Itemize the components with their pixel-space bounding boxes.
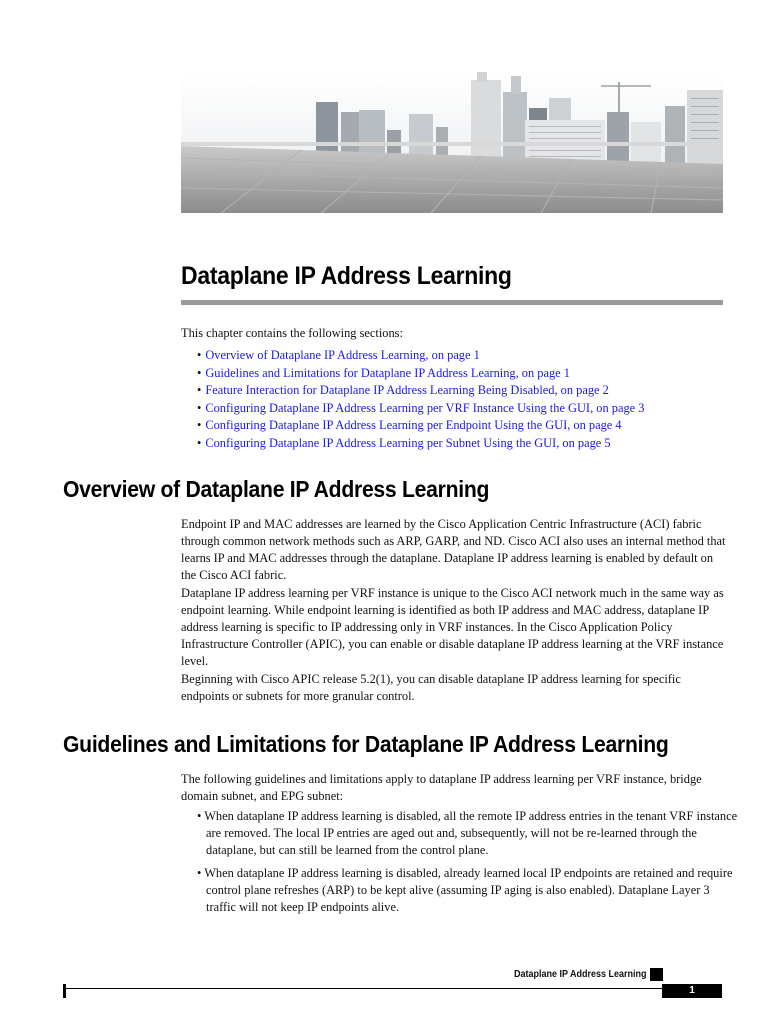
footer-tick bbox=[63, 984, 66, 998]
chapter-banner-image bbox=[181, 72, 723, 213]
overview-paragraph-2: Dataplane IP address learning per VRF instance is unique to the Cisco ACI network much in the same way as endpoint learning. While endpoint learning is identified as both IP address and MAC address, dataplane IP address learning is specific to IP addressing only in VRF instances. In the Cisco Application Policy Infrastructure Controller (APIC), you can enable or disable dataplane IP address learning at the VRF instance level. bbox=[181, 586, 724, 668]
title-rule bbox=[181, 300, 723, 305]
toc-link[interactable]: Configuring Dataplane IP Address Learning per Endpoint Using the GUI, on page 4 bbox=[205, 418, 622, 433]
toc-link[interactable]: Configuring Dataplane IP Address Learning per VRF Instance Using the GUI, on page 3 bbox=[205, 400, 645, 415]
overview-heading: Overview of Dataplane IP Address Learning bbox=[63, 476, 490, 502]
chapter-intro: This chapter contains the following sections: bbox=[181, 326, 403, 340]
chapter-toc bbox=[197, 347, 644, 453]
guideline-bullet: • When dataplane IP address learning is disabled, all the remote IP address entries in the tenant VRF instance are removed. The local IP entries are aged out and, subsequently, will not be re-learned through the dataplane, but can still be learned from the control plane. bbox=[197, 809, 738, 857]
guideline-bullet: • When dataplane IP address learning is disabled, already learned local IP endpoints are retained and require control plane refreshes (ARP) to be kept alive (assuming IP aging is also enabled). Dataplane Layer 3 traffic will not keep IP endpoints alive. bbox=[197, 866, 733, 914]
guidelines-heading: Guidelines and Limitations for Dataplane IP Address Learning bbox=[63, 731, 669, 757]
toc-link[interactable]: Configuring Dataplane IP Address Learning per Subnet Using the GUI, on page 5 bbox=[205, 435, 611, 450]
chapter-title: Dataplane IP Address Learning bbox=[181, 262, 512, 290]
guideline-text: When dataplane IP address learning is disabled, already learned local IP endpoints are retained and require control plane refreshes (ARP) to be kept alive (assuming IP aging is also enabled). Dataplane Layer 3 traffic will not keep IP endpoints alive. bbox=[204, 866, 733, 914]
toc-link[interactable]: Guidelines and Limitations for Dataplane IP Address Learning, on page 1 bbox=[205, 365, 570, 380]
overview-paragraph-1: Endpoint IP and MAC addresses are learned by the Cisco Application Centric Infrastructure (ACI) fabric through common network methods such as ARP, GARP, and ND. Cisco ACI also uses an internal method that learns IP and MAC addresses through the dataplane. Dataplane IP address learning is enabled by default on the Cisco ACI fabric. bbox=[181, 517, 726, 582]
bullet-icon: • bbox=[197, 435, 202, 450]
guidelines-intro: The following guidelines and limitations apply to dataplane IP address learning per VRF instance, bridge domain subnet, and EPG subnet: bbox=[181, 772, 702, 803]
toc-item bbox=[197, 347, 644, 365]
bullet-icon: • bbox=[197, 365, 202, 380]
toc-item bbox=[197, 382, 644, 400]
guideline-text: When dataplane IP address learning is disabled, all the remote IP address entries in the tenant VRF instance are removed. The local IP entries are aged out and, subsequently, will not be re-learned through the dataplane, but can still be learned from the control plane. bbox=[204, 809, 738, 857]
bullet-icon: • bbox=[197, 348, 202, 362]
bullet-icon: • bbox=[197, 418, 202, 433]
footer-rule bbox=[63, 988, 662, 989]
toc-item bbox=[197, 435, 644, 453]
overview-paragraph-3: Beginning with Cisco APIC release 5.2(1), you can disable dataplane IP address learning for specific endpoints or subnets for more granular control. bbox=[181, 672, 681, 703]
toc-link[interactable]: Overview of Dataplane IP Address Learning, on page 1 bbox=[205, 348, 480, 362]
toc-item bbox=[197, 400, 644, 418]
page-number: 1 bbox=[662, 984, 722, 998]
footer-chapter-title: Dataplane IP Address Learning bbox=[514, 969, 647, 980]
bullet-icon: • bbox=[197, 383, 202, 398]
toc-item bbox=[197, 365, 644, 383]
footer-marker bbox=[650, 968, 663, 981]
toc-link[interactable]: Feature Interaction for Dataplane IP Address Learning Being Disabled, on page 2 bbox=[205, 383, 609, 398]
bullet-icon: • bbox=[197, 400, 202, 415]
toc-item bbox=[197, 417, 644, 435]
